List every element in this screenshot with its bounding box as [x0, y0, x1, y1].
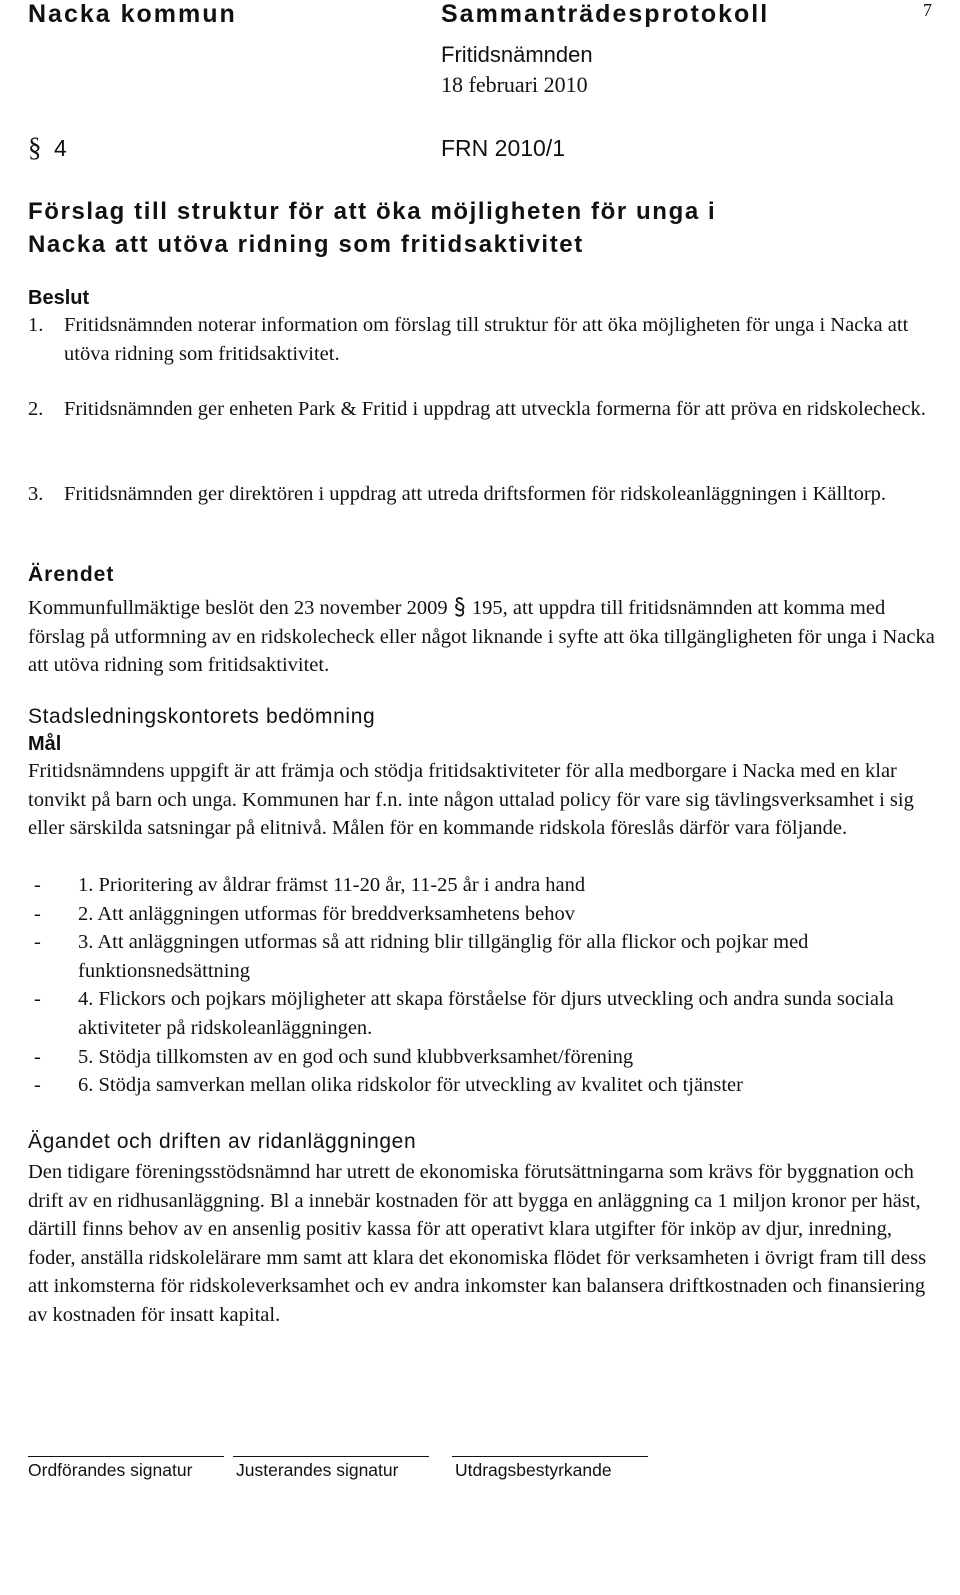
paragraph-number: 4: [54, 135, 67, 161]
decision-item: [28, 395, 928, 424]
case-number: FRN 2010/1: [441, 135, 566, 161]
signature-line: [28, 1456, 224, 1457]
goal-list-item: [34, 1071, 934, 1100]
decision-item-text: Fritidsnämnden ger enheten Park & Fritid i uppdrag att utveckla formerna för att pröva en ridskolecheck.: [64, 398, 926, 420]
paragraph-symbol: §: [28, 132, 42, 162]
board-name: Fritidsnämnden: [441, 42, 593, 67]
list-dash: -: [34, 1074, 41, 1097]
meeting-date: 18 februari 2010: [441, 72, 588, 97]
signature-line: [233, 1456, 429, 1457]
goal-list-text: 1. Prioritering av åldrar främst 11-20 år, 11-25 år i andra hand: [78, 874, 586, 896]
case-heading: Ärendet: [28, 563, 115, 586]
case-text-after: 195, att uppdra till fritidsnämnden att komma med förslag på utformning av en ridskolecheck eller något liknande i syfte att öka tillgängligheten för unga i Nacka att utöva ridning som fritidsaktivitet.: [28, 597, 935, 677]
decision-item: [28, 311, 928, 368]
list-dash: -: [34, 902, 41, 925]
document-type: Sammanträdesprotokoll: [441, 0, 770, 28]
goal-heading: Mål: [28, 733, 62, 755]
goal-list-text: 2. Att anläggningen utformas för breddverksamhetens behov: [78, 902, 575, 925]
list-dash: -: [34, 931, 41, 954]
decision-item: [28, 480, 928, 509]
goal-list-text: 3. Att anläggningen utformas så att ridning blir tillgänglig för alla flickor och pojkar med funktionsnedsättning: [78, 931, 809, 982]
decision-item-number: 2.: [28, 398, 44, 420]
goal-list: [34, 871, 934, 1100]
item-title-line-1: Förslag till struktur för att öka möjligheten för unga i: [28, 198, 717, 225]
goal-list-item: [34, 985, 934, 1042]
signature-line: [452, 1456, 648, 1457]
goal-list-item: [34, 1043, 934, 1072]
certified-extract-label: Utdragsbestyrkande: [455, 1460, 612, 1480]
goal-list-item: [34, 928, 934, 985]
goal-text: Fritidsnämndens uppgift är att främja och stödja fritidsaktiviteter för alla medborgare i Nacka med en klar tonvikt på barn och unga. Kommunen har f.n. inte någon uttalad policy för vare sig tävlingsverksamhet i sig eller särskilda satsningar på elitnivå. Målen för en kommande ridskola föreslås därför vara följande.: [28, 760, 914, 840]
goal-list-item: [34, 900, 934, 929]
decision-item-number: 3.: [28, 483, 44, 505]
item-title-line-2: Nacka att utöva ridning som fritidsaktivitet: [28, 231, 584, 258]
decision-item-text: Fritidsnämnden ger direktören i uppdrag att utreda driftsformen för ridskoleanläggningen i Källtorp.: [64, 483, 887, 505]
decision-item-number: 1.: [28, 314, 44, 336]
ownership-text: Den tidigare föreningsstödsnämnd har utrett de ekonomiska förutsättningarna som krävs för byggnation och drift av en ridhusanläggning. Bl a innebär kostnaden för att bygga en anläggning ca 1 miljon kronor per häst, därtill finns behov av en ansenlig positiv kassa för att operativt klara utgifter för inköp av djur, inredning, foder, anställa ridskolelärare mm samt att klara det ekonomiska flödet för verksamheten i övrigt fram till dess att inkomsterna för ridskoleverksamhet och ev andra inkomster kan balansera driftkostnaden och finansiering av kostnaden för insatt kapital.: [28, 1161, 927, 1326]
decision-heading: Beslut: [28, 287, 90, 309]
goal-list-text: 4. Flickors och pojkars möjligheter att skapa förståelse för djurs utveckling och andra sunda sociala aktiviteter på ridskoleanläggningen.: [78, 988, 894, 1039]
case-text: [28, 592, 938, 680]
list-dash: -: [34, 1045, 41, 1068]
section-sign-icon: [453, 596, 467, 618]
item-title: [28, 195, 716, 261]
ownership-heading: Ägandet och driften av ridanläggningen: [28, 1130, 417, 1153]
goal-list-text: 5. Stödja tillkomsten av en god och sund klubbverksamhet/förening: [78, 1045, 634, 1068]
chair-signature-label: Ordförandes signatur: [28, 1460, 193, 1480]
page-number: 7: [923, 0, 932, 20]
list-dash: -: [34, 874, 41, 896]
goal-list-text: 6. Stödja samverkan mellan olika ridskolor för utveckling av kvalitet och tjänster: [78, 1074, 743, 1097]
decision-item-text: Fritidsnämnden noterar information om förslag till struktur för att öka möjligheten för unga i Nacka att utöva ridning som fritidsaktivitet.: [64, 314, 909, 365]
list-dash: -: [34, 988, 41, 1011]
municipality-name: Nacka kommun: [28, 0, 237, 28]
goal-list-item: [34, 871, 934, 900]
assessment-heading: Stadsledningskontorets bedömning: [28, 705, 376, 728]
case-text-before: Kommunfullmäktige beslöt den 23 november 2009: [28, 597, 448, 619]
adjuster-signature-label: Justerandes signatur: [236, 1460, 399, 1480]
